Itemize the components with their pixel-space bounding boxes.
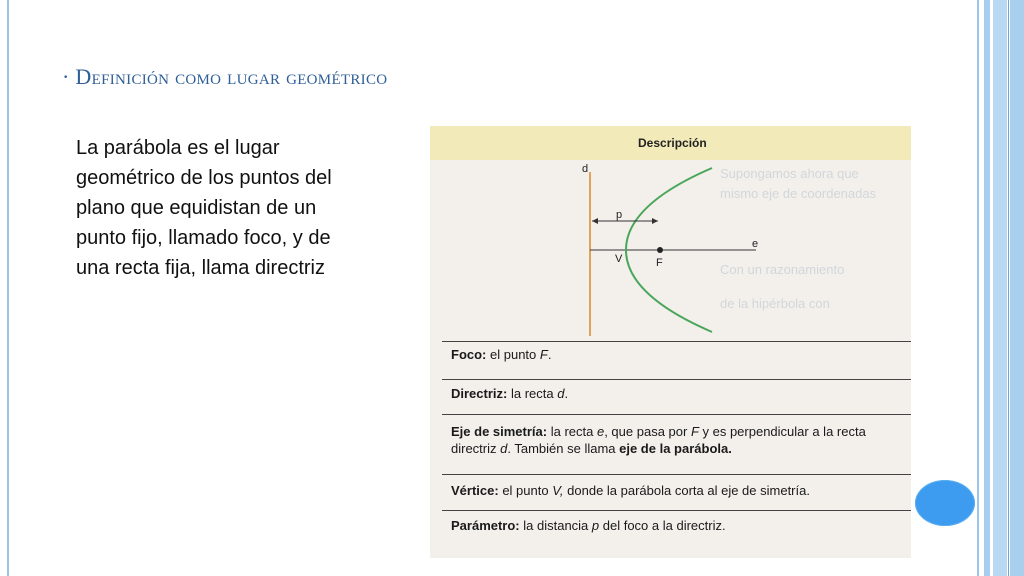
label-p: p — [616, 209, 623, 221]
bleed-through-text: de la hipérbola con — [720, 296, 830, 311]
definition-row-vertice: Vértice: el punto V, donde la parábola corta al eje de simetría. — [451, 483, 810, 498]
slide-body-text: La parábola es el lugar geométrico de los puntos del plano que equidistan de un punto fijo, llamado foco, y de una recta fija, llama directriz — [76, 137, 332, 279]
row-divider — [442, 379, 911, 380]
bleed-through-text: Supongamos ahora que — [720, 166, 859, 181]
right-stripe — [977, 0, 979, 576]
arrow-head-left — [592, 218, 598, 224]
figure-header — [430, 126, 911, 160]
bleed-through-text: mismo eje de coordenadas — [720, 186, 877, 201]
row-divider — [442, 414, 911, 415]
left-frame-line — [7, 0, 9, 576]
row-divider — [442, 341, 911, 342]
right-stripe — [984, 0, 990, 576]
right-stripe-divider — [1008, 0, 1009, 576]
right-stripe — [1010, 0, 1024, 576]
row-divider — [442, 474, 911, 475]
focus-point — [657, 247, 663, 253]
definition-row-eje: Eje de simetría: la recta e, que pasa por F y es perpendicular a la recta directriz d. También se llama eje de la parábola. — [451, 424, 866, 456]
definition-row-parametro: Parámetro: la distancia p del foco a la directriz. — [451, 518, 726, 533]
parabola-figure — [430, 126, 911, 558]
label-f: F — [656, 257, 663, 269]
bleed-through-text: Con un razonamiento — [720, 262, 845, 277]
row-divider — [442, 510, 911, 511]
slide-nav-circle-button[interactable] — [915, 480, 975, 526]
parabola-diagram — [430, 160, 911, 376]
label-d: d — [582, 163, 589, 175]
arrow-head-right — [652, 218, 658, 224]
definition-row-foco: Foco: el punto F. — [451, 347, 552, 362]
figure-header-label: Descripción — [638, 136, 707, 150]
label-v: V — [615, 253, 623, 265]
label-e: e — [752, 238, 759, 250]
slide-title: · Definición como lugar geométrico — [62, 64, 388, 89]
definition-row-directriz: Directriz: la recta d. — [451, 386, 569, 401]
right-stripe — [993, 0, 1007, 576]
